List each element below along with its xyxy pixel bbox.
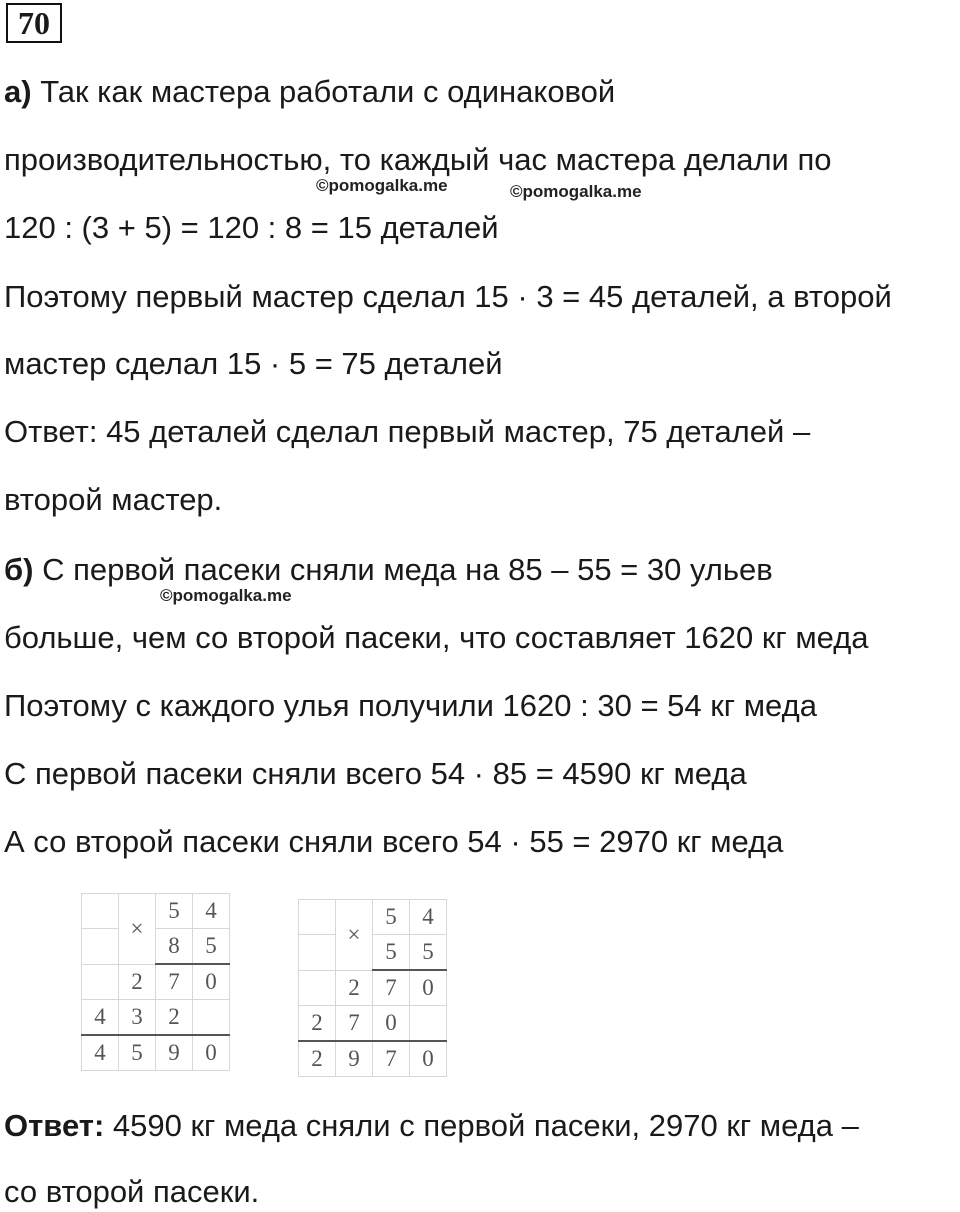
calc-cell [299, 900, 336, 935]
part-a-line-5: мастер сделал 15 · 5 = 75 деталей [4, 346, 503, 381]
calc-cell: 4 [193, 894, 230, 929]
watermark: ©pomogalka.me [316, 176, 448, 195]
calc-cell: 0 [410, 970, 447, 1006]
calc-cell: 5 [119, 1035, 156, 1071]
multiply-sign: × [336, 900, 373, 971]
calc-cell: 2 [156, 1000, 193, 1036]
calc-cell [193, 1000, 230, 1036]
calc-cell [410, 1006, 447, 1042]
calc-cell: 4 [410, 900, 447, 935]
answer-label: Ответ: [4, 1108, 105, 1143]
calc-cell: 4 [82, 1035, 119, 1071]
calc-cell: 5 [193, 929, 230, 965]
calc-cell: 8 [156, 929, 193, 965]
answer-line-1 [4, 1106, 859, 1146]
calc-cell: 2 [299, 1041, 336, 1077]
calc-cell: 2 [299, 1006, 336, 1042]
calc-cell: 5 [156, 894, 193, 929]
calc-cell: 7 [373, 970, 410, 1006]
part-b-line-3: Поэтому с каждого улья получили 1620 : 30 = 54 кг меда [4, 688, 817, 723]
part-a-label: а) [4, 74, 32, 109]
calc-cell: 5 [410, 935, 447, 971]
calc-cell: 5 [373, 935, 410, 971]
calc-cell: 4 [82, 1000, 119, 1036]
part-a-line-6: Ответ: 45 деталей сделал первый мастер, 75 деталей – [4, 414, 811, 449]
answer-text-1: 4590 кг меда сняли с первой пасеки, 2970 кг меда – [112, 1108, 859, 1143]
calc-cell: 9 [336, 1041, 373, 1077]
calc-cell: 9 [156, 1035, 193, 1071]
calc-cell: 0 [373, 1006, 410, 1042]
calc-cell: 0 [193, 964, 230, 1000]
part-a-line-4: Поэтому первый мастер сделал 15 · 3 = 45 деталей, а второй [4, 279, 892, 314]
calc-cell [299, 970, 336, 1006]
part-b-line-1 [4, 550, 773, 590]
calc-cell [82, 894, 119, 929]
part-a-line-3: 120 : (3 + 5) = 120 : 8 = 15 деталей [4, 210, 499, 245]
column-multiplication-2 [298, 899, 447, 1077]
part-b-line-2: больше, чем со второй пасеки, что составляет 1620 кг меда [4, 620, 869, 655]
multiply-sign: × [119, 894, 156, 965]
answer-line-2: со второй пасеки. [4, 1174, 260, 1209]
part-b-line-5: А со второй пасеки сняли всего 54 · 55 = 2970 кг меда [4, 824, 784, 859]
task-number: 70 [6, 3, 62, 43]
part-b-label: б) [4, 552, 34, 587]
calc-cell: 2 [336, 970, 373, 1006]
calc-cell: 3 [119, 1000, 156, 1036]
calc-cell: 7 [336, 1006, 373, 1042]
calc-cell: 0 [410, 1041, 447, 1077]
part-b-text-1: С первой пасеки сняли меда на 85 – 55 = 30 ульев [42, 552, 773, 587]
calc-cell: 7 [156, 964, 193, 1000]
part-a-line-2: производительностью, то каждый час мастера делали по [4, 142, 832, 177]
part-a-text-1: Так как мастера работали с одинаковой [40, 74, 616, 109]
calc-cell: 0 [193, 1035, 230, 1071]
part-a-line-7: второй мастер. [4, 482, 223, 517]
watermark: ©pomogalka.me [160, 586, 292, 605]
calc-cell [82, 964, 119, 1000]
calc-cell: 2 [119, 964, 156, 1000]
calc-cell [299, 935, 336, 971]
part-a-line-1 [4, 72, 615, 112]
calc-cell [82, 929, 119, 965]
part-b-line-4: С первой пасеки сняли всего 54 · 85 = 4590 кг меда [4, 756, 747, 791]
calc-cell: 5 [373, 900, 410, 935]
calc-cell: 7 [373, 1041, 410, 1077]
column-multiplication-1 [81, 893, 230, 1071]
watermark: ©pomogalka.me [510, 182, 642, 201]
